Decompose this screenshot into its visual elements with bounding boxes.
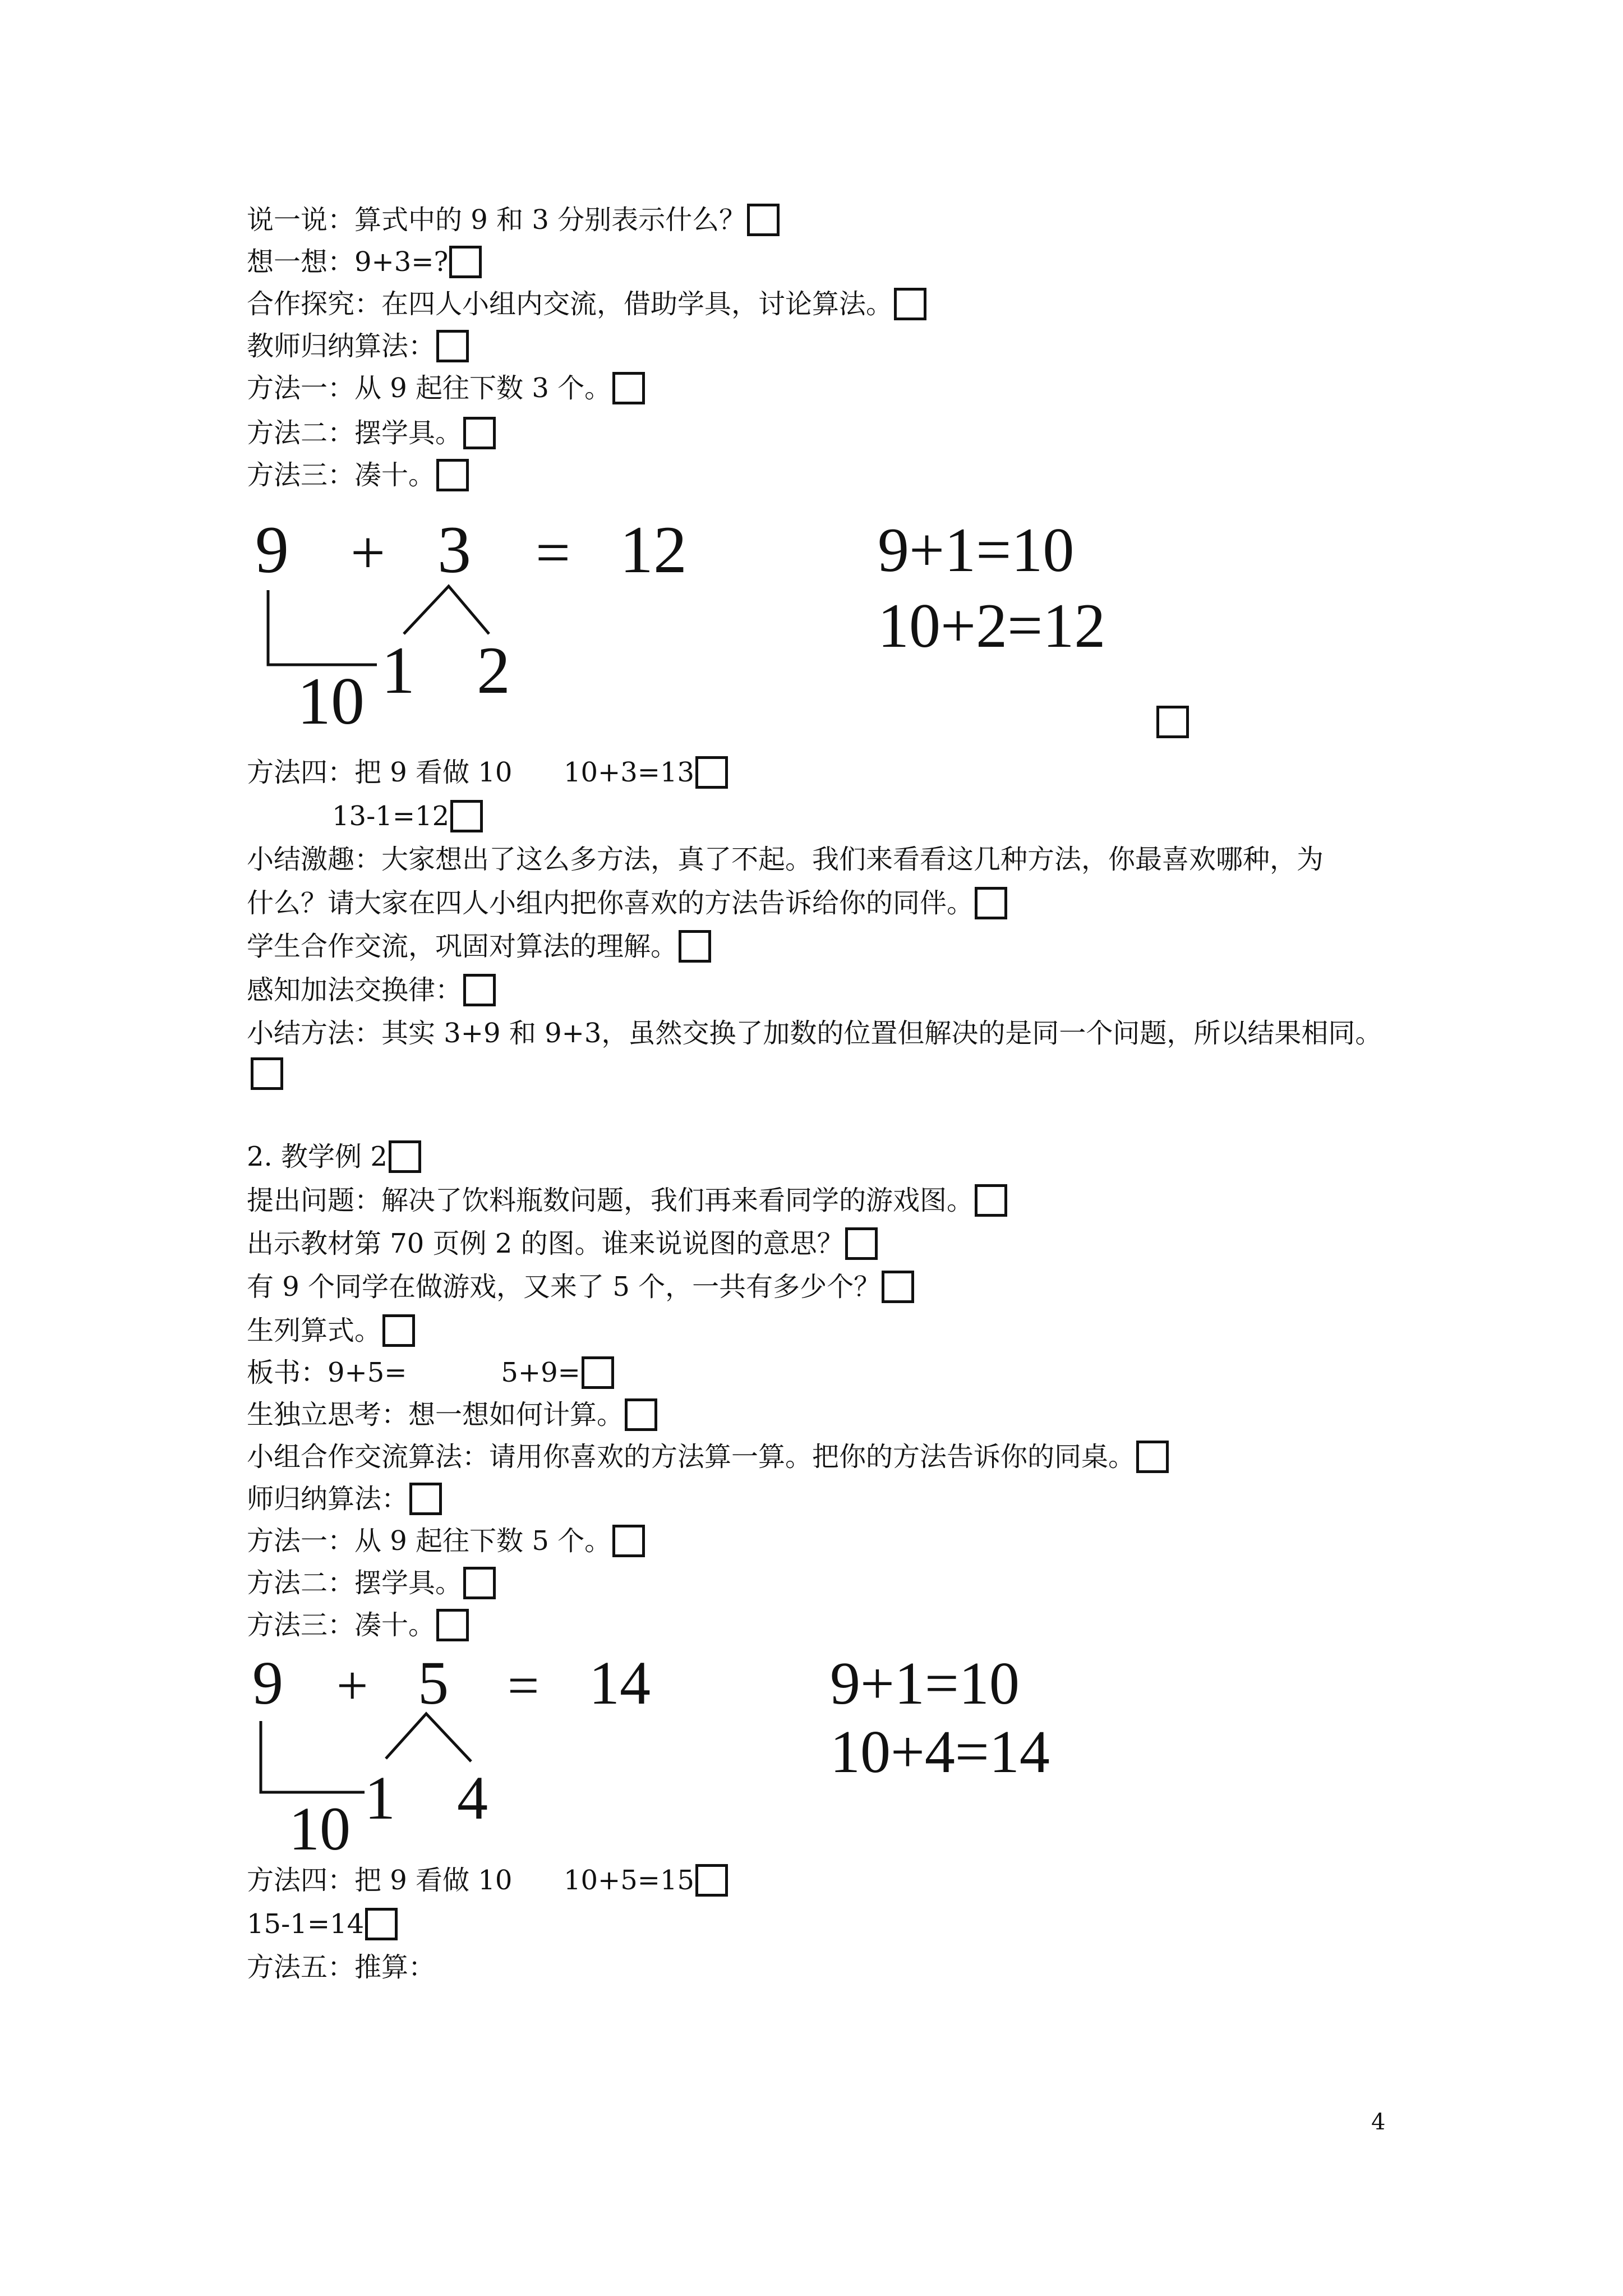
text-line [247, 1862, 728, 1898]
line-text: 感知加法交换律： [247, 974, 463, 1006]
line-text: 方法一：从 9 起往下数 5 个。 [247, 1525, 612, 1557]
addend-a: 9 [252, 1649, 283, 1717]
line-text: 小组合作交流算法：请用你喜欢的方法算一算。把你的方法告诉你的同桌。 [247, 1441, 1136, 1473]
plus-sign: + [351, 518, 386, 587]
line-text: 方法五：推算： [247, 1952, 436, 1983]
line-text: 生列算式。 [247, 1315, 382, 1346]
line-text: 2. 教学例 2 [247, 1141, 388, 1172]
addend-b: 5 [418, 1649, 449, 1717]
line-text: 方法三：凑十。 [247, 1609, 436, 1641]
line-text: 师归纳算法： [247, 1483, 409, 1515]
line-text: 小结激趣：大家想出了这么多方法，真了不起。我们来看看这几种方法，你最喜欢哪种，为 [247, 844, 1324, 875]
addend-a: 9 [255, 512, 289, 587]
line-text: 出示教材第 70 页例 2 的图。谁来说说图的意思？ [247, 1228, 844, 1259]
line-text: 小结方法：其实 3+9 和 9+3，虽然交换了加数的位置但解决的是同一个问题，所以结果相同。 [247, 1018, 1382, 1049]
line-text: 想一想：9+3=? [247, 246, 449, 278]
split-part-2: 2 [477, 633, 510, 707]
line-text: 生独立思考：想一想如何计算。 [247, 1399, 624, 1430]
checkbox[interactable] [695, 1864, 728, 1897]
line-text: 教师归纳算法： [247, 330, 436, 362]
plus-sign: + [336, 1654, 368, 1717]
equals-sign: = [508, 1654, 540, 1717]
line-text: 方法三：凑十。 [247, 459, 436, 491]
line-text: 板书：9+5= 5+9= [247, 1357, 580, 1388]
line-text: 说一说：算式中的 9 和 3 分别表示什么？ [247, 204, 746, 236]
ten-label: 10 [289, 1795, 351, 1863]
text-line [247, 1906, 398, 1942]
step-equation-1: 9+1=10 [878, 516, 1075, 585]
sum-result: 14 [589, 1649, 651, 1717]
step-equation-2: 10+2=12 [878, 591, 1106, 661]
line-text: 提出问题：解决了饮料瓶数问题，我们再来看同学的游戏图。 [247, 1185, 974, 1216]
split-part-1: 1 [365, 1764, 395, 1832]
line-text: 方法二：摆学具。 [247, 1567, 463, 1599]
equals-sign: = [536, 518, 571, 587]
line-text: 方法四：把 9 看做 10 10+5=15 [247, 1865, 695, 1896]
split-part-2: 4 [457, 1764, 488, 1832]
split-part-1: 1 [381, 633, 415, 707]
text-line [247, 1949, 435, 1985]
line-text: 有 9 个同学在做游戏，又来了 5 个，一共有多少个？ [247, 1271, 881, 1303]
ten-label: 10 [297, 664, 365, 738]
line-text: 15-1=14 [247, 1908, 365, 1940]
sum-result: 12 [620, 512, 687, 587]
line-text: 方法四：把 9 看做 10 10+3=13 [247, 757, 695, 788]
checkbox[interactable] [365, 1908, 398, 1940]
addend-b: 3 [437, 512, 471, 587]
step-equation-2: 10+4=14 [830, 1719, 1050, 1786]
line-text: 方法一：从 9 起往下数 3 个。 [247, 372, 612, 404]
line-text: 学生合作交流，巩固对算法的理解。 [247, 931, 678, 962]
line-text: 方法二：摆学具。 [247, 417, 463, 449]
page-number: 4 [1371, 2109, 1386, 2135]
line-text: 什么？请大家在四人小组内把你喜欢的方法告诉给你的同伴。 [247, 887, 974, 919]
line-text: 合作探究：在四人小组内交流，借助学具，讨论算法。 [247, 288, 893, 320]
step-equation-1: 9+1=10 [830, 1650, 1020, 1717]
line-text: 13-1=12 [332, 800, 450, 832]
